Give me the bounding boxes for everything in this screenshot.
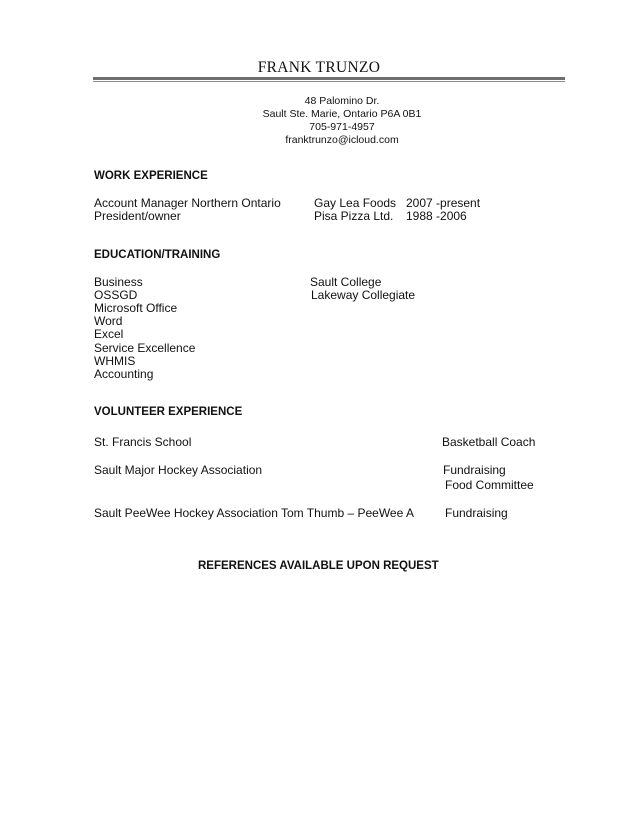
job-years: 2007 -present xyxy=(406,196,481,210)
job-company: Gay Lea Foods xyxy=(314,196,397,210)
phone-number: 705-971-4957 xyxy=(309,121,375,133)
education-item: Microsoft Office xyxy=(94,301,178,315)
resume-name: FRANK TRUNZO xyxy=(257,59,381,76)
volunteer-heading: VOLUNTEER EXPERIENCE xyxy=(94,406,243,418)
job-company: Pisa Pizza Ltd. xyxy=(314,209,394,223)
volunteer-role: Basketball Coach xyxy=(442,435,536,449)
volunteer-role: Fundraising xyxy=(443,463,506,477)
volunteer-org: St. Francis School xyxy=(94,435,192,449)
job-title: Account Manager Northern Ontario xyxy=(94,196,281,210)
references-note: REFERENCES AVAILABLE UPON REQUEST xyxy=(198,560,439,572)
education-school: Lakeway Collegiate xyxy=(311,288,416,302)
volunteer-role: Food Committee xyxy=(445,478,534,492)
education-item: Service Excellence xyxy=(94,341,196,355)
volunteer-org: Sault Major Hockey Association xyxy=(94,463,263,477)
volunteer-role: Fundraising xyxy=(445,506,508,520)
education-item: Word xyxy=(94,314,123,328)
header-divider xyxy=(93,77,565,80)
education-item: OSSGD xyxy=(94,288,138,302)
education-school: Sault College xyxy=(310,275,382,289)
education-item: Excel xyxy=(94,327,124,341)
work-experience-heading: WORK EXPERIENCE xyxy=(94,170,208,182)
job-title: President/owner xyxy=(94,209,181,223)
address-line-2: Sault Ste. Marie, Ontario P6A 0B1 xyxy=(262,108,422,120)
volunteer-org: Sault PeeWee Hockey Association Tom Thumb – PeeWee A xyxy=(94,506,414,520)
header-divider-thin xyxy=(93,81,565,82)
education-item: Accounting xyxy=(94,367,154,381)
job-years: 1988 -2006 xyxy=(406,209,467,223)
education-item: Business xyxy=(94,275,143,289)
address-line-1: 48 Palomino Dr. xyxy=(304,95,380,107)
education-item: WHMIS xyxy=(94,354,136,368)
education-heading: EDUCATION/TRAINING xyxy=(94,249,221,261)
email-address: franktrunzo@icloud.com xyxy=(285,134,399,146)
